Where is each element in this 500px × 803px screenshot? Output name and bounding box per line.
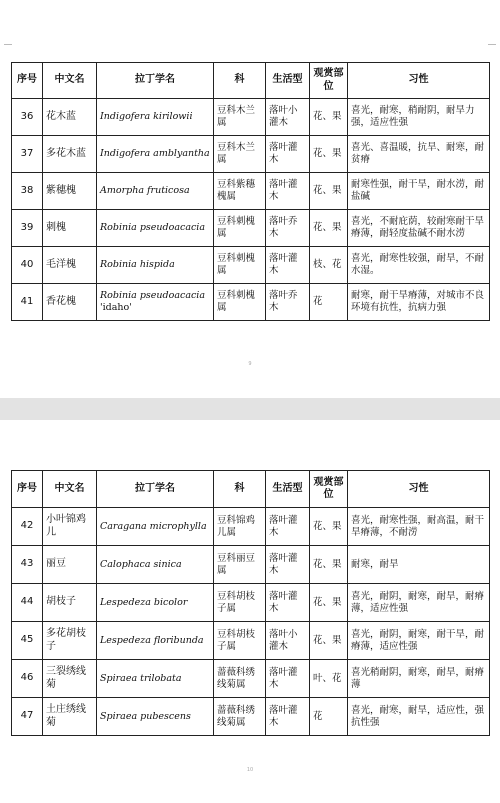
cell-habit: 喜光、喜温暖，抗旱、耐寒，耐贫瘠 xyxy=(348,136,490,173)
latin-binomial: Robinia pseudoacacia xyxy=(100,290,206,302)
cell-habit: 喜光，耐寒，耐旱，适应性，强抗性强 xyxy=(348,698,490,736)
table-body-2 xyxy=(12,508,490,736)
cell-ornamental-part: 花、果 xyxy=(310,173,348,210)
latin-binomial: Robinia hispida xyxy=(100,259,175,271)
cell-life-form: 落叶灌木 xyxy=(266,546,310,584)
cell-chinese-name: 刺槐 xyxy=(43,210,97,247)
header-habit: 习性 xyxy=(348,63,490,99)
latin-binomial: Spiraea pubescens xyxy=(100,710,191,722)
table-row xyxy=(12,284,490,321)
latin-binomial: Robinia pseudoacacia xyxy=(100,222,206,234)
cell-family: 豆科木兰属 xyxy=(214,99,266,136)
cell-number: 36 xyxy=(12,99,43,136)
latin-binomial: Amorpha fruticosa xyxy=(100,185,190,197)
cell-number: 39 xyxy=(12,210,43,247)
plant-table-1 xyxy=(11,62,490,321)
cell-latin-name xyxy=(97,99,214,136)
cell-life-form: 落叶灌木 xyxy=(266,136,310,173)
cell-latin-name xyxy=(97,508,214,546)
cell-life-form: 落叶灌木 xyxy=(266,698,310,736)
table-header-row xyxy=(12,63,490,99)
cell-latin-name xyxy=(97,173,214,210)
cell-life-form: 落叶灌木 xyxy=(266,508,310,546)
cell-latin-name xyxy=(97,622,214,660)
page-number: 9 xyxy=(248,361,252,367)
cell-chinese-name: 多花木蓝 xyxy=(43,136,97,173)
table-row xyxy=(12,622,490,660)
cell-latin-name xyxy=(97,247,214,284)
latin-binomial: Indigofera amblyantha xyxy=(100,148,210,160)
cell-chinese-name: 香花槐 xyxy=(43,284,97,321)
cell-life-form: 落叶灌木 xyxy=(266,247,310,284)
cell-latin-name xyxy=(97,660,214,698)
page-gap xyxy=(0,398,500,420)
latin-binomial: Lespedeza floribunda xyxy=(100,634,204,646)
latin-binomial: Caragana microphylla xyxy=(100,520,207,532)
latin-binomial: Indigofera kirilowii xyxy=(100,111,193,123)
crop-mark xyxy=(488,44,496,53)
header-habit: 习性 xyxy=(348,471,490,508)
table-row xyxy=(12,210,490,247)
latin-binomial: Calophaca sinica xyxy=(100,558,182,570)
cell-family: 豆科紫穗槐属 xyxy=(214,173,266,210)
cell-family: 豆科胡枝子属 xyxy=(214,584,266,622)
table-row xyxy=(12,698,490,736)
table-row xyxy=(12,660,490,698)
cell-family: 豆科刺槐属 xyxy=(214,210,266,247)
table-header-row xyxy=(12,471,490,508)
cell-family: 豆科锦鸡儿属 xyxy=(214,508,266,546)
cell-habit: 耐寒，耐旱 xyxy=(348,546,490,584)
cell-habit: 喜光，耐寒，稍耐阴，耐旱力强，适应性强 xyxy=(348,99,490,136)
header-number: 序号 xyxy=(12,471,43,508)
latin-binomial: Lespedeza bicolor xyxy=(100,596,188,608)
cell-ornamental-part: 花 xyxy=(310,698,348,736)
header-number: 序号 xyxy=(12,63,43,99)
cell-family: 豆科刺槐属 xyxy=(214,284,266,321)
cell-family: 蔷薇科绣线菊属 xyxy=(214,698,266,736)
cell-habit: 喜光，不耐庇荫，较耐寒耐干旱瘠薄，耐轻度盐碱不耐水涝 xyxy=(348,210,490,247)
crop-mark xyxy=(4,44,12,53)
cell-number: 47 xyxy=(12,698,43,736)
cell-ornamental-part: 花、果 xyxy=(310,546,348,584)
plant-table-2 xyxy=(11,470,490,736)
cell-number: 40 xyxy=(12,247,43,284)
table-row xyxy=(12,136,490,173)
cell-ornamental-part: 叶、花 xyxy=(310,660,348,698)
cell-chinese-name: 毛洋槐 xyxy=(43,247,97,284)
cell-number: 46 xyxy=(12,660,43,698)
cell-habit: 耐寒性强，耐干旱，耐水涝，耐盐碱 xyxy=(348,173,490,210)
table-row xyxy=(12,173,490,210)
cell-ornamental-part: 花、果 xyxy=(310,210,348,247)
cell-family: 蔷薇科绣线菊属 xyxy=(214,660,266,698)
cell-latin-name xyxy=(97,546,214,584)
cell-habit: 喜光，耐阴，耐寒，耐干旱，耐瘠薄，适应性强 xyxy=(348,622,490,660)
cell-life-form: 落叶小灌木 xyxy=(266,622,310,660)
cell-latin-name xyxy=(97,136,214,173)
cell-habit: 喜光稍耐阴，耐寒，耐旱，耐瘠薄 xyxy=(348,660,490,698)
cell-ornamental-part: 花 xyxy=(310,284,348,321)
cell-family: 豆科刺槐属 xyxy=(214,247,266,284)
cell-ornamental-part: 花、果 xyxy=(310,508,348,546)
cell-chinese-name: 多花胡枝子 xyxy=(43,622,97,660)
cell-chinese-name: 胡枝子 xyxy=(43,584,97,622)
table-row xyxy=(12,508,490,546)
cell-number: 44 xyxy=(12,584,43,622)
cell-ornamental-part: 花、果 xyxy=(310,622,348,660)
cell-chinese-name: 花木蓝 xyxy=(43,99,97,136)
header-latin-name: 拉丁学名 xyxy=(97,63,214,99)
cell-habit: 喜光，耐寒性强，耐高温，耐干旱瘠薄，不耐涝 xyxy=(348,508,490,546)
cell-latin-name xyxy=(97,698,214,736)
cell-chinese-name: 丽豆 xyxy=(43,546,97,584)
cell-family: 豆科丽豆属 xyxy=(214,546,266,584)
table-row xyxy=(12,247,490,284)
cell-chinese-name: 土庄绣线菊 xyxy=(43,698,97,736)
cell-habit: 喜光，耐阴，耐寒，耐旱，耐瘠薄，适应性强 xyxy=(348,584,490,622)
cell-number: 41 xyxy=(12,284,43,321)
cell-number: 45 xyxy=(12,622,43,660)
cell-family: 豆科木兰属 xyxy=(214,136,266,173)
cell-ornamental-part: 花、果 xyxy=(310,136,348,173)
cultivar-name: 'idaho' xyxy=(100,302,132,313)
cell-ornamental-part: 花、果 xyxy=(310,584,348,622)
cell-latin-name xyxy=(97,284,214,321)
cell-chinese-name: 紫穗槐 xyxy=(43,173,97,210)
cell-number: 38 xyxy=(12,173,43,210)
table-row xyxy=(12,99,490,136)
header-family: 科 xyxy=(214,63,266,99)
cell-life-form: 落叶灌木 xyxy=(266,660,310,698)
cell-life-form: 落叶乔木 xyxy=(266,210,310,247)
cell-life-form: 落叶灌木 xyxy=(266,584,310,622)
header-chinese-name: 中文名 xyxy=(43,471,97,508)
cell-number: 37 xyxy=(12,136,43,173)
cell-family: 豆科胡枝子属 xyxy=(214,622,266,660)
header-latin-name: 拉丁学名 xyxy=(97,471,214,508)
cell-ornamental-part: 花、果 xyxy=(310,99,348,136)
page-number: 10 xyxy=(246,767,254,773)
cell-number: 42 xyxy=(12,508,43,546)
header-life-form: 生活型 xyxy=(266,471,310,508)
cell-ornamental-part: 枝、花 xyxy=(310,247,348,284)
header-ornamental-part: 观赏部位 xyxy=(310,471,348,508)
cell-life-form: 落叶小灌木 xyxy=(266,99,310,136)
latin-binomial: Spiraea trilobata xyxy=(100,672,182,684)
cell-life-form: 落叶乔木 xyxy=(266,284,310,321)
cell-latin-name xyxy=(97,584,214,622)
table-body-1 xyxy=(12,99,490,321)
cell-chinese-name: 三裂绣线菊 xyxy=(43,660,97,698)
cell-latin-name xyxy=(97,210,214,247)
cell-habit: 耐寒，耐干旱瘠薄，对城市不良环境有抗性，抗病力强 xyxy=(348,284,490,321)
cell-habit: 喜光，耐寒性较强，耐旱，不耐水湿。 xyxy=(348,247,490,284)
cell-life-form: 落叶灌木 xyxy=(266,173,310,210)
cell-number: 43 xyxy=(12,546,43,584)
header-chinese-name: 中文名 xyxy=(43,63,97,99)
table-row xyxy=(12,546,490,584)
header-ornamental-part: 观赏部位 xyxy=(310,63,348,99)
cell-chinese-name: 小叶锦鸡儿 xyxy=(43,508,97,546)
header-life-form: 生活型 xyxy=(266,63,310,99)
header-family: 科 xyxy=(214,471,266,508)
table-row xyxy=(12,584,490,622)
